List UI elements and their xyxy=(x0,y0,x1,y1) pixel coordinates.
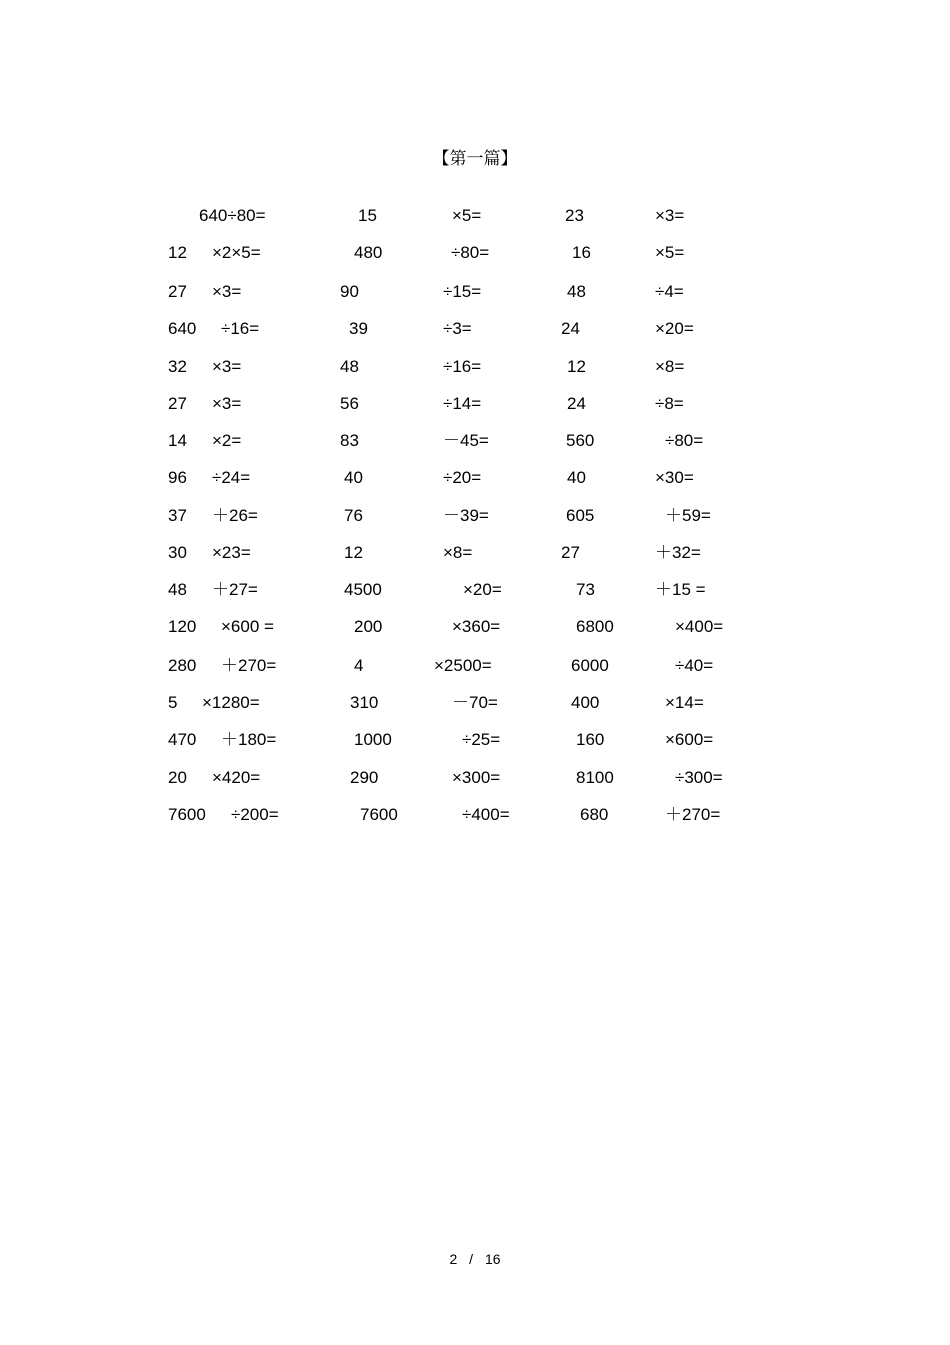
problem-cell: ×8= xyxy=(655,357,685,376)
problem-cell: 8100 xyxy=(576,768,614,787)
problem-cell: 12 xyxy=(567,357,586,376)
problem-cell: 39 xyxy=(349,319,368,338)
problem-cell: ×20= xyxy=(463,580,502,599)
problem-cell: 120 xyxy=(168,617,197,636)
problem-cell: ÷80= xyxy=(665,431,704,450)
page-footer xyxy=(0,1251,950,1267)
problem-cell: ＋32= xyxy=(655,543,701,562)
problem-cell: 40 xyxy=(344,468,363,487)
problem-row xyxy=(0,355,950,379)
problem-cell: 4500 xyxy=(344,580,382,599)
problem-cell: ÷16= xyxy=(443,357,482,376)
problem-cell: 560 xyxy=(566,431,595,450)
problem-cell: ＋15 = xyxy=(655,580,706,599)
problem-cell: ÷16= xyxy=(221,319,260,338)
problem-cell: 400 xyxy=(571,693,600,712)
problem-cell: 37 xyxy=(168,506,187,525)
problem-cell: ×3= xyxy=(212,282,242,301)
problem-cell: 48 xyxy=(340,357,359,376)
problem-cell: ＋180= xyxy=(221,730,277,749)
problem-cell: 640÷80= xyxy=(199,206,266,225)
problem-cell: 48 xyxy=(567,282,586,301)
problem-cell: 90 xyxy=(340,282,359,301)
problem-cell: 640 xyxy=(168,319,197,338)
problem-row xyxy=(0,280,950,304)
problem-row xyxy=(0,803,950,827)
problem-cell: ÷8= xyxy=(655,394,684,413)
problem-row xyxy=(0,578,950,602)
problem-cell: ÷3= xyxy=(443,319,472,338)
problem-cell: ＋59= xyxy=(665,506,711,525)
problem-row xyxy=(0,766,950,790)
problem-cell: ×420= xyxy=(212,768,261,787)
problem-cell: ÷14= xyxy=(443,394,482,413)
problem-cell: ＋26= xyxy=(212,506,258,525)
problem-cell: ×3= xyxy=(212,394,242,413)
problem-cell: ＋270= xyxy=(221,656,277,675)
problem-cell: 1000 xyxy=(354,730,392,749)
problem-cell: 280 xyxy=(168,656,197,675)
problem-cell: 14 xyxy=(168,431,187,450)
problem-cell: ×30= xyxy=(655,468,694,487)
problem-cell: 40 xyxy=(567,468,586,487)
problem-cell: 7600 xyxy=(360,805,398,824)
problem-cell: 76 xyxy=(344,506,363,525)
problem-row xyxy=(0,429,950,453)
page-heading: 【第一篇】 xyxy=(432,149,518,169)
problem-cell: 73 xyxy=(576,580,595,599)
problem-cell: 20 xyxy=(168,768,187,787)
problem-cell: 24 xyxy=(561,319,580,338)
problem-cell: ×400= xyxy=(675,617,724,636)
problem-cell: ×14= xyxy=(665,693,704,712)
problem-cell: 605 xyxy=(566,506,595,525)
problem-cell: 5 xyxy=(168,693,178,712)
problem-row xyxy=(0,504,950,528)
problem-cell: 4 xyxy=(354,656,364,675)
problem-row xyxy=(0,204,950,228)
problem-cell: 12 xyxy=(168,243,187,262)
problem-cell: ÷24= xyxy=(212,468,251,487)
problem-cell: ＋27= xyxy=(212,580,258,599)
problem-cell: ×3= xyxy=(212,357,242,376)
problem-cell: 23 xyxy=(565,206,584,225)
page-total: 16 xyxy=(484,1251,501,1267)
problem-cell: 27 xyxy=(168,394,187,413)
problem-cell: ×20= xyxy=(655,319,694,338)
problem-cell: 30 xyxy=(168,543,187,562)
problem-cell: 83 xyxy=(340,431,359,450)
problem-cell: ÷20= xyxy=(443,468,482,487)
problem-cell: 310 xyxy=(350,693,379,712)
problem-cell: 6800 xyxy=(576,617,614,636)
problem-cell: ＋270= xyxy=(665,805,721,824)
problem-cell: ×600= xyxy=(665,730,714,749)
problem-cell: 480 xyxy=(354,243,383,262)
problem-cell: ×1280= xyxy=(202,693,260,712)
problem-cell: 680 xyxy=(580,805,609,824)
problem-cell: ÷4= xyxy=(655,282,684,301)
problem-cell: －39= xyxy=(443,506,489,525)
page-separator: / xyxy=(469,1251,474,1267)
problem-cell: ÷15= xyxy=(443,282,482,301)
problem-row xyxy=(0,466,950,490)
problem-row xyxy=(0,691,950,715)
problem-cell: ÷300= xyxy=(675,768,723,787)
page-number: 2 xyxy=(449,1251,458,1267)
problem-cell: ÷40= xyxy=(675,656,714,675)
problem-cell: 160 xyxy=(576,730,605,749)
problem-cell: 24 xyxy=(567,394,586,413)
problem-row xyxy=(0,541,950,565)
problem-row xyxy=(0,615,950,639)
problem-cell: ×360= xyxy=(452,617,501,636)
problem-cell: ×2×5= xyxy=(212,243,261,262)
problem-cell: ×5= xyxy=(655,243,685,262)
problem-cell: 12 xyxy=(344,543,363,562)
problem-cell: ×300= xyxy=(452,768,501,787)
problem-cell: 470 xyxy=(168,730,197,749)
problem-row xyxy=(0,654,950,678)
problem-row xyxy=(0,728,950,752)
problem-cell: 27 xyxy=(168,282,187,301)
problem-cell: 15 xyxy=(358,206,377,225)
problem-cell: ÷400= xyxy=(462,805,510,824)
problem-cell: ×600 = xyxy=(221,617,274,636)
problem-cell: 16 xyxy=(572,243,591,262)
problem-cell: ×2500= xyxy=(434,656,492,675)
problem-cell: ×2= xyxy=(212,431,242,450)
problem-cell: 290 xyxy=(350,768,379,787)
problem-cell: 32 xyxy=(168,357,187,376)
problem-cell: 48 xyxy=(168,580,187,599)
problem-cell: ÷200= xyxy=(231,805,279,824)
problem-row xyxy=(0,317,950,341)
problem-cell: ×23= xyxy=(212,543,251,562)
problem-cell: 200 xyxy=(354,617,383,636)
problem-cell: 96 xyxy=(168,468,187,487)
problem-cell: ×3= xyxy=(655,206,685,225)
problem-cell: ÷80= xyxy=(451,243,490,262)
problem-cell: ÷25= xyxy=(462,730,501,749)
problem-cell: 27 xyxy=(561,543,580,562)
problem-cell: 6000 xyxy=(571,656,609,675)
problem-row xyxy=(0,241,950,265)
problem-cell: ×8= xyxy=(443,543,473,562)
problem-cell: 7600 xyxy=(168,805,206,824)
problem-cell: －70= xyxy=(452,693,498,712)
problem-cell: 56 xyxy=(340,394,359,413)
problem-cell: －45= xyxy=(443,431,489,450)
problem-cell: ×5= xyxy=(452,206,482,225)
problem-row xyxy=(0,392,950,416)
